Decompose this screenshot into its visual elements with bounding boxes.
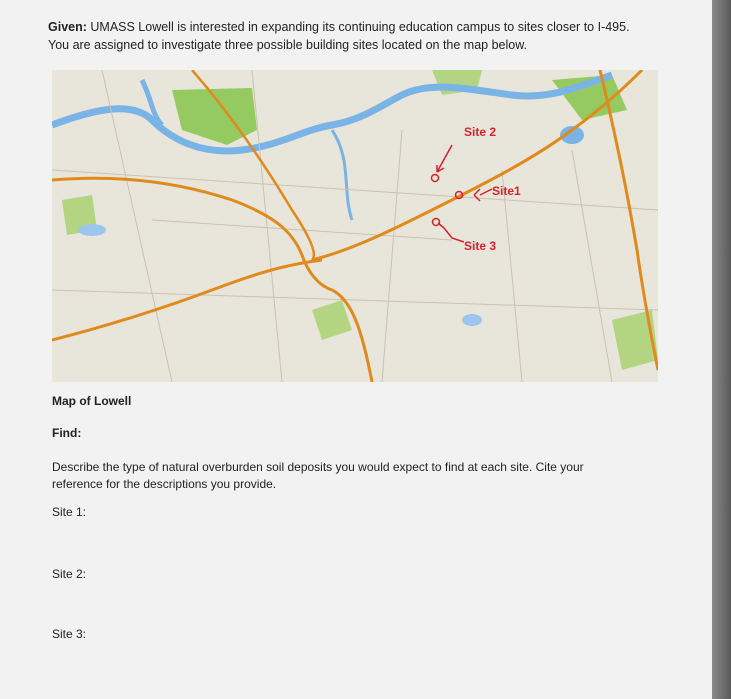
screen-edge <box>712 0 731 699</box>
site-1-label: Site 1: <box>52 505 87 519</box>
given-text: UMASS Lowell is interested in expanding its continuing education campus to sites closer to I-495. <box>86 20 630 34</box>
site-3-label: Site 3: <box>52 627 87 641</box>
given-line-2: You are assigned to investigate three possible building sites located on the map below. <box>48 38 528 52</box>
find-description-line-1: Describe the type of natural overburden soil deposits you would expect to find at each site. Cite your <box>52 460 584 474</box>
map-caption: Map of Lowell <box>52 394 132 408</box>
find-description-line-2: reference for the descriptions you provide. <box>52 477 277 491</box>
lake <box>462 314 482 326</box>
lake <box>78 224 106 236</box>
find-label: Find: <box>52 426 82 440</box>
map-of-lowell <box>52 70 658 382</box>
site-2-label: Site 2: <box>52 567 87 581</box>
given-line-1 <box>48 18 630 36</box>
map-graphic <box>52 70 658 382</box>
site-3-annotation: Site 3 <box>464 239 497 253</box>
site-1-annotation: Site1 <box>492 184 521 198</box>
site-2-annotation: Site 2 <box>464 125 497 139</box>
given-label: Given: <box>48 20 87 34</box>
